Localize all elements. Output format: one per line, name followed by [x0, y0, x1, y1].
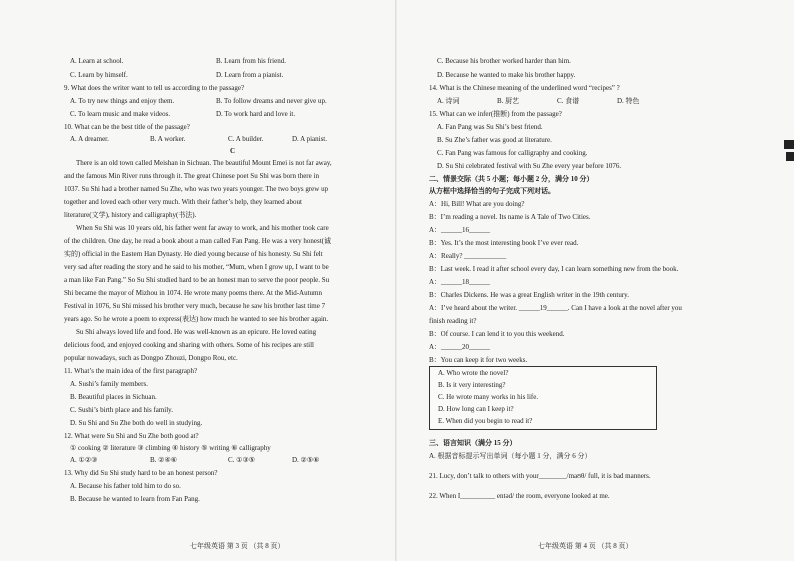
left-text-line: of the children. One day, he read a book about a man called Fan Pang. He was a very honest(诚	[64, 237, 332, 245]
left-text-line: D. Su Shi and Su Zhe both do well in studying.	[70, 419, 203, 427]
left-footer: 七年级英语 第 3 页 （共 8 页）	[190, 542, 285, 550]
left-text-line: A. Because his father told him to do so.	[70, 482, 181, 490]
left-text-line: B. A worker.	[150, 135, 186, 143]
left-text-line: a man like Fan Pang.” So Su Shi studied hard to be an honest man to serve the poor people. Su	[64, 276, 330, 284]
dialogue-option: E. When did you begin to read it?	[438, 417, 533, 425]
right-footer: 七年级英语 第 4 页 （共 8 页）	[538, 542, 633, 550]
left-text-line: very sad after reading the story and he said to his mother, “Mum, when I grow up, I want to be	[64, 263, 329, 271]
left-text-line: 实的) official in the Eastern Han Dynasty. He died young because of his honesty. Su Shi felt	[64, 250, 323, 258]
binding-mark	[786, 152, 794, 161]
right-text-line: B. 厨艺	[497, 97, 520, 105]
left-text-line: delicious food, and enjoyed cooking and sharing with others. Some of his recipes are still	[64, 341, 315, 349]
left-text-line: ① cooking ② literature ③ climbing ④ history ⑤ writing ⑥ calligraphy	[70, 444, 271, 452]
right-text-line: 22. When I__________ entəd/ the room, everyone looked at me.	[429, 492, 610, 500]
left-text-line: Festival in 1076, Su Shi missed his brother very much, because he saw his brother last time 7	[64, 302, 326, 310]
left-text-line: 9. What does the writer want to tell us according to the passage?	[64, 84, 245, 92]
left-text-line: B. ②④⑥	[150, 456, 177, 464]
right-text-line: A：I’ve heard about the writer. ______19______. Can I have a look at the novel after you	[429, 304, 682, 312]
right-text-line: D. 特色	[617, 97, 640, 105]
right-text-line: A：______20______	[429, 343, 491, 351]
left-text-line: B. Learn from his friend.	[216, 57, 286, 65]
right-text-line: A. Fan Pang was Su Shi’s best friend.	[437, 123, 543, 131]
left-text-line: together and loved each other very much. With their father’s help, they learned about	[64, 198, 302, 206]
left-text-line: When Su Shi was 10 years old, his father went far away to work, and his mother took care	[76, 224, 329, 232]
left-text-line: D. To work hard and love it.	[216, 110, 296, 118]
right-text-line: B：Last week. I read it after school every day, I can learn something new from the book.	[429, 265, 679, 273]
left-text-line: literature(文学), history and calligraphy(书法).	[64, 211, 197, 219]
right-text-line: 从方框中选择恰当的句子完成下列对话。	[429, 187, 555, 195]
right-text-line: 二、情景交际（共 5 小题；每小题 2 分，满分 10 分）	[429, 175, 594, 183]
left-text-line: C	[230, 147, 236, 155]
binding-mark	[784, 140, 794, 149]
left-text-line: B. Beautiful places in Sichuan.	[70, 393, 157, 401]
right-text-line: C. 食谱	[557, 97, 580, 105]
left-text-line: Su Shi always loved life and food. He was well-known as an epicure. He loved eating	[76, 328, 317, 336]
left-text-line: There is an old town called Meishan in Sichuan. The beautiful Mount Emei is not far away,	[76, 159, 332, 167]
right-text-line: B：I’m reading a novel. Its name is A Tale of Two Cities.	[429, 213, 591, 221]
left-text-line: C. To learn music and make videos.	[70, 110, 171, 118]
left-text-line: 11. What’s the main idea of the first paragraph?	[64, 367, 198, 375]
left-text-line: C. Learn by himself.	[70, 71, 128, 79]
dialogue-options-box	[429, 366, 657, 430]
left-text-line: A. ①②③	[70, 456, 98, 464]
right-text-line: finish reading it?	[429, 317, 477, 325]
right-text-line: 三、语言知识（满分 15 分）	[429, 439, 517, 447]
right-text-line: A：Really? ____________	[429, 252, 507, 260]
left-text-line: Shi became the mayor of Mizhou in 1074. He wrote many poems there. At the Mid-Autumn	[64, 289, 322, 297]
right-text-line: 15. What can we infer(推断) from the passage?	[429, 110, 562, 118]
right-text-line: B：Of course. I can lend it to you this weekend.	[429, 330, 565, 338]
dialogue-option: A. Who wrote the novel?	[438, 369, 509, 377]
right-text-line: B：Charles Dickens. He was a great English writer in the 19th century.	[429, 291, 629, 299]
left-text-line: B. Because he wanted to learn from Fan Pang.	[70, 495, 200, 503]
left-text-line: A. To try new things and enjoy them.	[70, 97, 175, 105]
left-text-line: A. Sushi’s family members.	[70, 380, 148, 388]
left-text-line: C. ①③⑤	[228, 456, 255, 464]
dialogue-option: C. He wrote many works in his life.	[438, 393, 539, 401]
dialogue-option: D. How long can I keep it?	[438, 405, 514, 413]
right-text-line: D. Su Shi celebrated festival with Su Zhe every year before 1076.	[437, 162, 622, 170]
right-text-line: B：Yes. It’s the most interesting book I’ve ever read.	[429, 239, 579, 247]
right-text-line: C. Fan Pang was famous for calligraphy and cooking.	[437, 149, 588, 157]
right-text-line: C. Because his brother worked harder than him.	[437, 57, 571, 65]
left-text-line: A. Learn at school.	[70, 57, 124, 65]
right-text-line: A：______16______	[429, 226, 491, 234]
right-text-line: A. 诗词	[437, 97, 460, 105]
left-text-line: 1037. Su Shi had a brother named Su Zhe, who was two years younger. The two boys grew up	[64, 185, 329, 193]
left-text-line: D. A pianist.	[292, 135, 328, 143]
left-text-line: C. Sushi’s birth place and his family.	[70, 406, 173, 414]
right-text-line: A. 根据音标提示写出单词（每小题 1 分，满分 6 分）	[429, 452, 592, 460]
left-text-line: B. To follow dreams and never give up.	[216, 97, 327, 105]
dialogue-option: B. Is it very interesting?	[438, 381, 506, 389]
right-text-line: B. Su Zhe’s father was good at literature.	[437, 136, 552, 144]
right-text-line: 21. Lucy, don’t talk to others with your________/maʊθ/ full, it is bad manners.	[429, 472, 651, 480]
left-text-line: 12. What were Su Shi and Su Zhe both good at?	[64, 432, 199, 440]
right-text-line: A：______18______	[429, 278, 491, 286]
left-text-line: and the famous Min River runs through it. The great Chinese poet Su Shi was born there in	[64, 172, 319, 180]
right-text-line: D. Because he wanted to make his brother happy.	[437, 71, 576, 79]
left-text-line: D. Learn from a pianist.	[216, 71, 284, 79]
left-text-line: 10. What can be the best title of the passage?	[64, 123, 190, 131]
right-text-line: 14. What is the Chinese meaning of the underlined word “recipes” ?	[429, 84, 620, 92]
right-text-line: B：You can keep it for two weeks.	[429, 356, 528, 364]
right-page	[397, 0, 794, 561]
left-text-line: D. ②⑤⑥	[292, 456, 320, 464]
left-text-line: A. A dreamer.	[70, 135, 109, 143]
left-text-line: 13. Why did Su Shi study hard to be an honest person?	[64, 469, 218, 477]
right-text-line: A：Hi, Bill! What are you doing?	[429, 200, 525, 208]
left-text-line: C. A builder.	[228, 135, 264, 143]
left-text-line: years ago. So he wrote a poem to express(表达) how much he wanted to see his brother again.	[64, 315, 329, 323]
left-text-line: popular nowadays, such as Dongpo Zhouzi, Dongpo Rou, etc.	[64, 354, 238, 362]
